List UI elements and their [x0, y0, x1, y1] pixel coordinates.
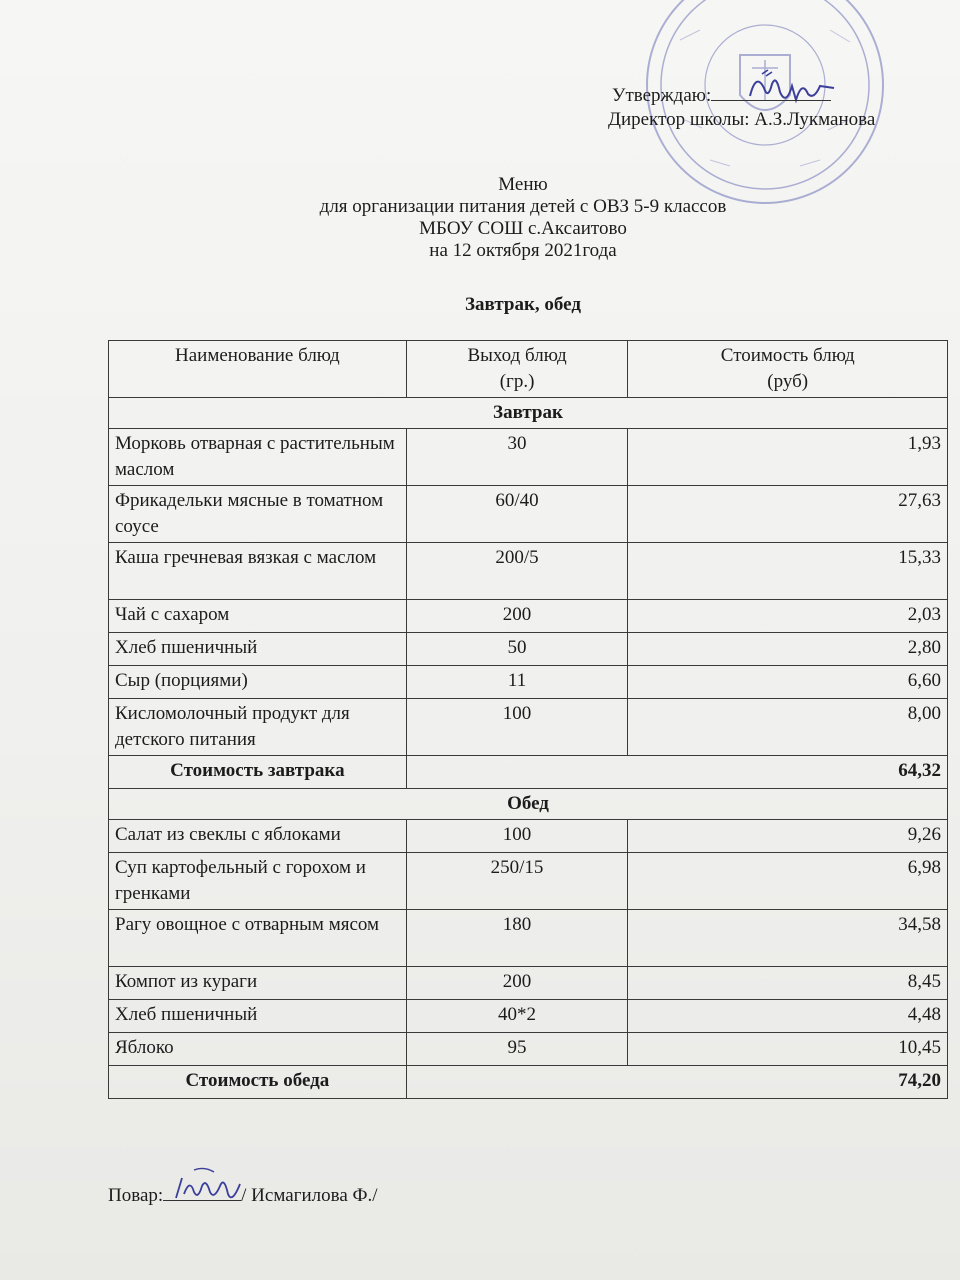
- dish-yield: 30: [406, 429, 628, 486]
- col-cost-label: Стоимость блюд: [720, 345, 855, 366]
- dish-yield: 200/5: [406, 543, 628, 600]
- dish-cost: 10,45: [628, 1033, 948, 1066]
- dish-name: Сыр (порциями): [109, 666, 407, 699]
- total-label: Стоимость завтрака: [109, 756, 407, 789]
- dish-name: Рагу овощное с отварным мясом: [109, 910, 407, 967]
- section-row-lunch: [109, 789, 948, 820]
- total-row-breakfast: [109, 756, 948, 789]
- table-row: [109, 910, 948, 967]
- signature-line: [711, 84, 831, 101]
- dish-cost: 34,58: [628, 910, 948, 967]
- header-school: МБОУ СОШ с.Аксаитово: [419, 218, 627, 239]
- dish-name: Фрикадельки мясные в томатном соусе: [109, 486, 407, 543]
- total-label: Стоимость обеда: [109, 1066, 407, 1099]
- dish-cost: 1,93: [628, 429, 948, 486]
- dish-name: Кисломолочный продукт для детского питания: [109, 699, 407, 756]
- table-row: [109, 429, 948, 486]
- dish-cost: 2,80: [628, 633, 948, 666]
- menu-table: [108, 340, 948, 1099]
- dish-cost: 2,03: [628, 600, 948, 633]
- section-row-breakfast: [109, 398, 948, 429]
- dish-name: Каша гречневая вязкая с маслом: [109, 543, 407, 600]
- dish-yield: 200: [406, 600, 628, 633]
- table-row: [109, 967, 948, 1000]
- table-row: [109, 543, 948, 600]
- dish-yield: 100: [406, 699, 628, 756]
- dish-cost: 6,60: [628, 666, 948, 699]
- total-value: 64,32: [406, 756, 947, 789]
- col-name-label: Наименование блюд: [175, 345, 340, 366]
- section-title: Обед: [109, 789, 948, 820]
- dish-name: Морковь отварная с растительным маслом: [109, 429, 407, 486]
- approval-label: Утверждаю:: [612, 85, 712, 106]
- total-row-lunch: [109, 1066, 948, 1099]
- col-cost-unit: (руб): [767, 371, 809, 392]
- dish-yield: 250/15: [406, 853, 628, 910]
- dish-name: Хлеб пшеничный: [109, 633, 407, 666]
- dish-yield: 100: [406, 820, 628, 853]
- dish-cost: 8,45: [628, 967, 948, 1000]
- dish-name: Суп картофельный с горохом и гренками: [109, 853, 407, 910]
- dish-name: Компот из кураги: [109, 967, 407, 1000]
- dish-cost: 4,48: [628, 1000, 948, 1033]
- table-header-row: [109, 341, 948, 398]
- table-row: [109, 820, 948, 853]
- dish-yield: 50: [406, 633, 628, 666]
- dish-yield: 95: [406, 1033, 628, 1066]
- header-purpose: для организации питания детей с ОВЗ 5-9 классов: [319, 196, 727, 217]
- header-cell-yield: [406, 341, 628, 398]
- table-row: [109, 1000, 948, 1033]
- approval-block: [608, 84, 875, 132]
- table-row: [109, 633, 948, 666]
- dish-name: Салат из свеклы с яблоками: [109, 820, 407, 853]
- table-row: [109, 699, 948, 756]
- total-value: 74,20: [406, 1066, 947, 1099]
- dish-cost: 6,98: [628, 853, 948, 910]
- meal-title: Завтрак, обед: [465, 294, 581, 315]
- dish-name: Яблоко: [109, 1033, 407, 1066]
- dish-name: Чай с сахаром: [109, 600, 407, 633]
- footer: [108, 1184, 378, 1207]
- dish-cost: 15,33: [628, 543, 948, 600]
- header-date: на 12 октября 2021года: [429, 240, 617, 261]
- header-cell-cost: [628, 341, 948, 398]
- table-row: [109, 600, 948, 633]
- cook-label: Повар:: [108, 1185, 164, 1206]
- cook-signature-line: [163, 1184, 241, 1201]
- dish-cost: 8,00: [628, 699, 948, 756]
- dish-name: Хлеб пшеничный: [109, 1000, 407, 1033]
- document-header: [0, 174, 960, 262]
- dish-yield: 40*2: [406, 1000, 628, 1033]
- dish-cost: 27,63: [628, 486, 948, 543]
- section-title: Завтрак: [109, 398, 948, 429]
- director-title: Директор школы: А.З.Лукманова: [608, 109, 876, 130]
- col-yield-label: Выход блюд: [467, 345, 567, 366]
- header-cell-name: [109, 341, 407, 398]
- table-row: [109, 486, 948, 543]
- header-title: Меню: [498, 174, 548, 195]
- cook-name: / Исмагилова Ф./: [241, 1185, 378, 1206]
- table-row: [109, 1033, 948, 1066]
- table-row: [109, 666, 948, 699]
- dish-yield: 60/40: [406, 486, 628, 543]
- dish-yield: 11: [406, 666, 628, 699]
- dish-yield: 200: [406, 967, 628, 1000]
- table-row: [109, 853, 948, 910]
- dish-cost: 9,26: [628, 820, 948, 853]
- col-yield-unit: (гр.): [499, 371, 535, 392]
- dish-yield: 180: [406, 910, 628, 967]
